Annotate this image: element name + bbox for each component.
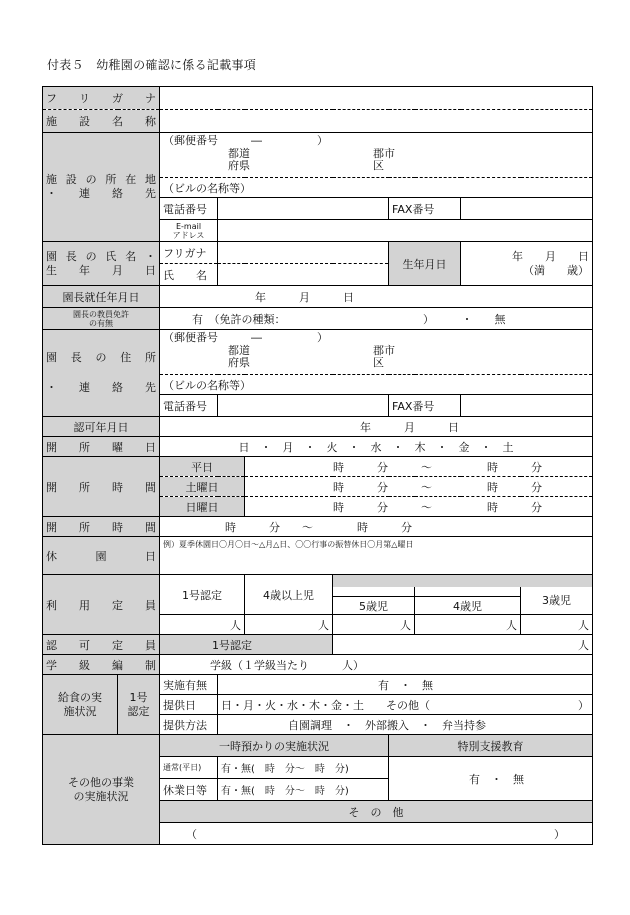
meal-method-value[interactable]: 自園調理 ・ 外部搬入 ・ 弁当持参: [218, 715, 593, 735]
approval-date-label: 認可年月日: [43, 417, 160, 437]
other-programs-1: その他の事業: [68, 775, 134, 789]
class-organization-label: 学 級 編 制: [43, 655, 160, 675]
saturday-label: 土曜日: [160, 477, 245, 497]
principal-tel-input[interactable]: [218, 395, 389, 417]
principal-fax-label: FAX番号: [389, 395, 461, 417]
meal-days-label: 提供日: [160, 695, 218, 715]
temporary-holiday-label: 休業日等: [160, 779, 218, 801]
facility-address-area[interactable]: [160, 133, 593, 178]
approved-capacity-label: 認 可 定 員: [43, 635, 160, 655]
postal-code-line: （郵便番号 ― ）: [163, 134, 328, 147]
furigana-label: フ リ ガ ナ: [43, 87, 160, 110]
capacity-over4-value[interactable]: 人: [245, 615, 333, 635]
tel-input[interactable]: [218, 198, 389, 220]
capacity-age5-value[interactable]: 人: [333, 615, 415, 635]
gunshi-text: 郡市: [373, 147, 395, 160]
capacity-age5-label: 5歳児: [333, 597, 415, 615]
principal-address-label: 園 長 の 住 所 ・ 連 絡 先: [43, 330, 160, 417]
closed-days-label: 休 園 日: [43, 537, 160, 575]
building-name-input[interactable]: （ビルの名称等）: [160, 178, 593, 198]
todo-text: 都道: [228, 147, 250, 160]
fax-input[interactable]: [461, 198, 593, 220]
meal-method-label: 提供方法: [160, 715, 218, 735]
birthdate-label: 生年月日: [389, 242, 461, 286]
meal-provided-value[interactable]: 有 ・ 無: [218, 675, 593, 695]
capacity-age-band-left: [333, 587, 415, 597]
other-programs-label: [43, 735, 160, 845]
capacity-gou1-label: 1号認定: [160, 575, 245, 615]
email-label: E-mail アドレス: [160, 220, 218, 242]
facility-name-input[interactable]: [160, 110, 593, 133]
tel-label: 電話番号: [160, 198, 218, 220]
birthdate-ymd: 年 月 日: [512, 249, 589, 263]
open-hours2-label: 開 所 時 間: [43, 517, 160, 537]
gunshi-text-2: 郡市: [373, 344, 395, 357]
other-header: そ の 他: [160, 801, 593, 823]
principal-name-input[interactable]: [218, 264, 389, 286]
special-support-header: 特別支援教育: [389, 735, 593, 757]
meal-gou1-label: [118, 675, 160, 735]
form-table: [42, 86, 593, 845]
meal-label-1: 給食の実: [58, 690, 102, 704]
sunday-label: 日曜日: [160, 497, 245, 517]
meal-label: [43, 675, 118, 735]
weekday-hours[interactable]: 時 分 ～ 時 分: [245, 457, 593, 477]
temporary-holiday-value[interactable]: 有・無( 時 分～ 時 分): [218, 779, 389, 801]
weekday-label: 平日: [160, 457, 245, 477]
approval-date-value[interactable]: 年 月 日: [160, 417, 593, 437]
capacity-age3-label: 3歳児: [521, 587, 593, 615]
open-hours2-value[interactable]: 時 分 ～ 時 分: [160, 517, 593, 537]
closed-days-example[interactable]: 例）夏季休園日〇月〇日～△月△日、〇〇行事の振替休日〇月第△曜日: [160, 537, 593, 575]
principal-appointed-value[interactable]: 年 月 日: [160, 286, 593, 308]
ku-text: 区: [373, 159, 384, 172]
principal-tel-label: 電話番号: [160, 395, 218, 417]
birthdate-value[interactable]: [461, 242, 593, 286]
email-input[interactable]: [218, 220, 593, 242]
ku-text-2: 区: [373, 356, 384, 369]
capacity-age3-value[interactable]: 人: [521, 615, 593, 635]
other-open-paren: （: [186, 827, 197, 841]
principal-fax-input[interactable]: [461, 395, 593, 417]
facility-name-label: 施 設 名 称: [43, 110, 160, 133]
meal-days-value[interactable]: [218, 695, 593, 715]
open-days-label: 開 所 曜 日: [43, 437, 160, 457]
meal-gou1-1: 1号: [129, 690, 148, 704]
temporary-weekday-value[interactable]: 有・無( 時 分～ 時 分): [218, 757, 389, 779]
furigana-input[interactable]: [160, 87, 593, 110]
meal-days-close: ）: [578, 698, 589, 712]
capacity-header-band: [333, 575, 593, 587]
principal-name-label: 園 長 の 氏 名 ・ 生 年 月 日: [43, 242, 160, 286]
facility-address-label: 施 設 の 所 在 地 ・ 連 絡 先: [43, 133, 160, 242]
fuken-text: 府県: [228, 159, 250, 172]
capacity-gou1-value[interactable]: 人: [160, 615, 245, 635]
approved-capacity-gou1: 1号認定: [160, 635, 333, 655]
principal-furigana-input[interactable]: [218, 242, 389, 264]
other-close-paren: ）: [554, 827, 565, 841]
meal-gou1-2: 認定: [127, 704, 150, 718]
sunday-hours[interactable]: 時 分 ～ 時 分: [245, 497, 593, 517]
postal-code-line-2: （郵便番号 ― ）: [163, 331, 328, 344]
fuken-text-2: 府県: [228, 356, 250, 369]
other-value[interactable]: [160, 823, 593, 845]
capacity-age4-label: 4歳児: [415, 597, 521, 615]
meal-label-2: 施状況: [63, 704, 97, 718]
license-label: 園長の教員免許 の有無: [43, 308, 160, 330]
principal-furigana-label: フリガナ: [160, 242, 218, 264]
capacity-over4-label: 4歳以上児: [245, 575, 333, 615]
principal-address-area[interactable]: [160, 330, 593, 375]
temporary-care-header: 一時預かりの実施状況: [160, 735, 389, 757]
other-programs-2: の実施状況: [73, 789, 129, 803]
class-organization-value[interactable]: 学級（１学級当たり 人）: [160, 655, 593, 675]
meal-provided-label: 実施有無: [160, 675, 218, 695]
temporary-weekday-label: 通常(平日): [160, 757, 218, 779]
capacity-age4-value[interactable]: 人: [415, 615, 521, 635]
fax-label: FAX番号: [389, 198, 461, 220]
birthdate-age: （満 歳）: [523, 263, 589, 277]
open-days-value[interactable]: 日 ・ 月 ・ 火 ・ 水 ・ 木 ・ 金 ・ 土: [160, 437, 593, 457]
todo-text-2: 都道: [228, 344, 250, 357]
capacity-age-band-mid: [415, 587, 521, 597]
meal-days-text: 日・月・火・水・木・金・土 その他（: [221, 698, 430, 712]
special-support-value[interactable]: 有 ・ 無: [389, 757, 593, 801]
capacity-label: 利 用 定 員: [43, 575, 160, 635]
saturday-hours[interactable]: 時 分 ～ 時 分: [245, 477, 593, 497]
license-value[interactable]: 有 （免許の種類： ） ・ 無: [160, 308, 593, 330]
open-hours-label: 開 所 時 間: [43, 457, 160, 517]
principal-appointed-label: 園長就任年月日: [43, 286, 160, 308]
approved-capacity-value[interactable]: 人: [333, 635, 593, 655]
page-title: 付表５ 幼稚園の確認に係る記載事項: [47, 58, 257, 72]
principal-building-input[interactable]: （ビルの名称等）: [160, 375, 593, 395]
principal-name-label2: 氏 名: [160, 264, 218, 286]
